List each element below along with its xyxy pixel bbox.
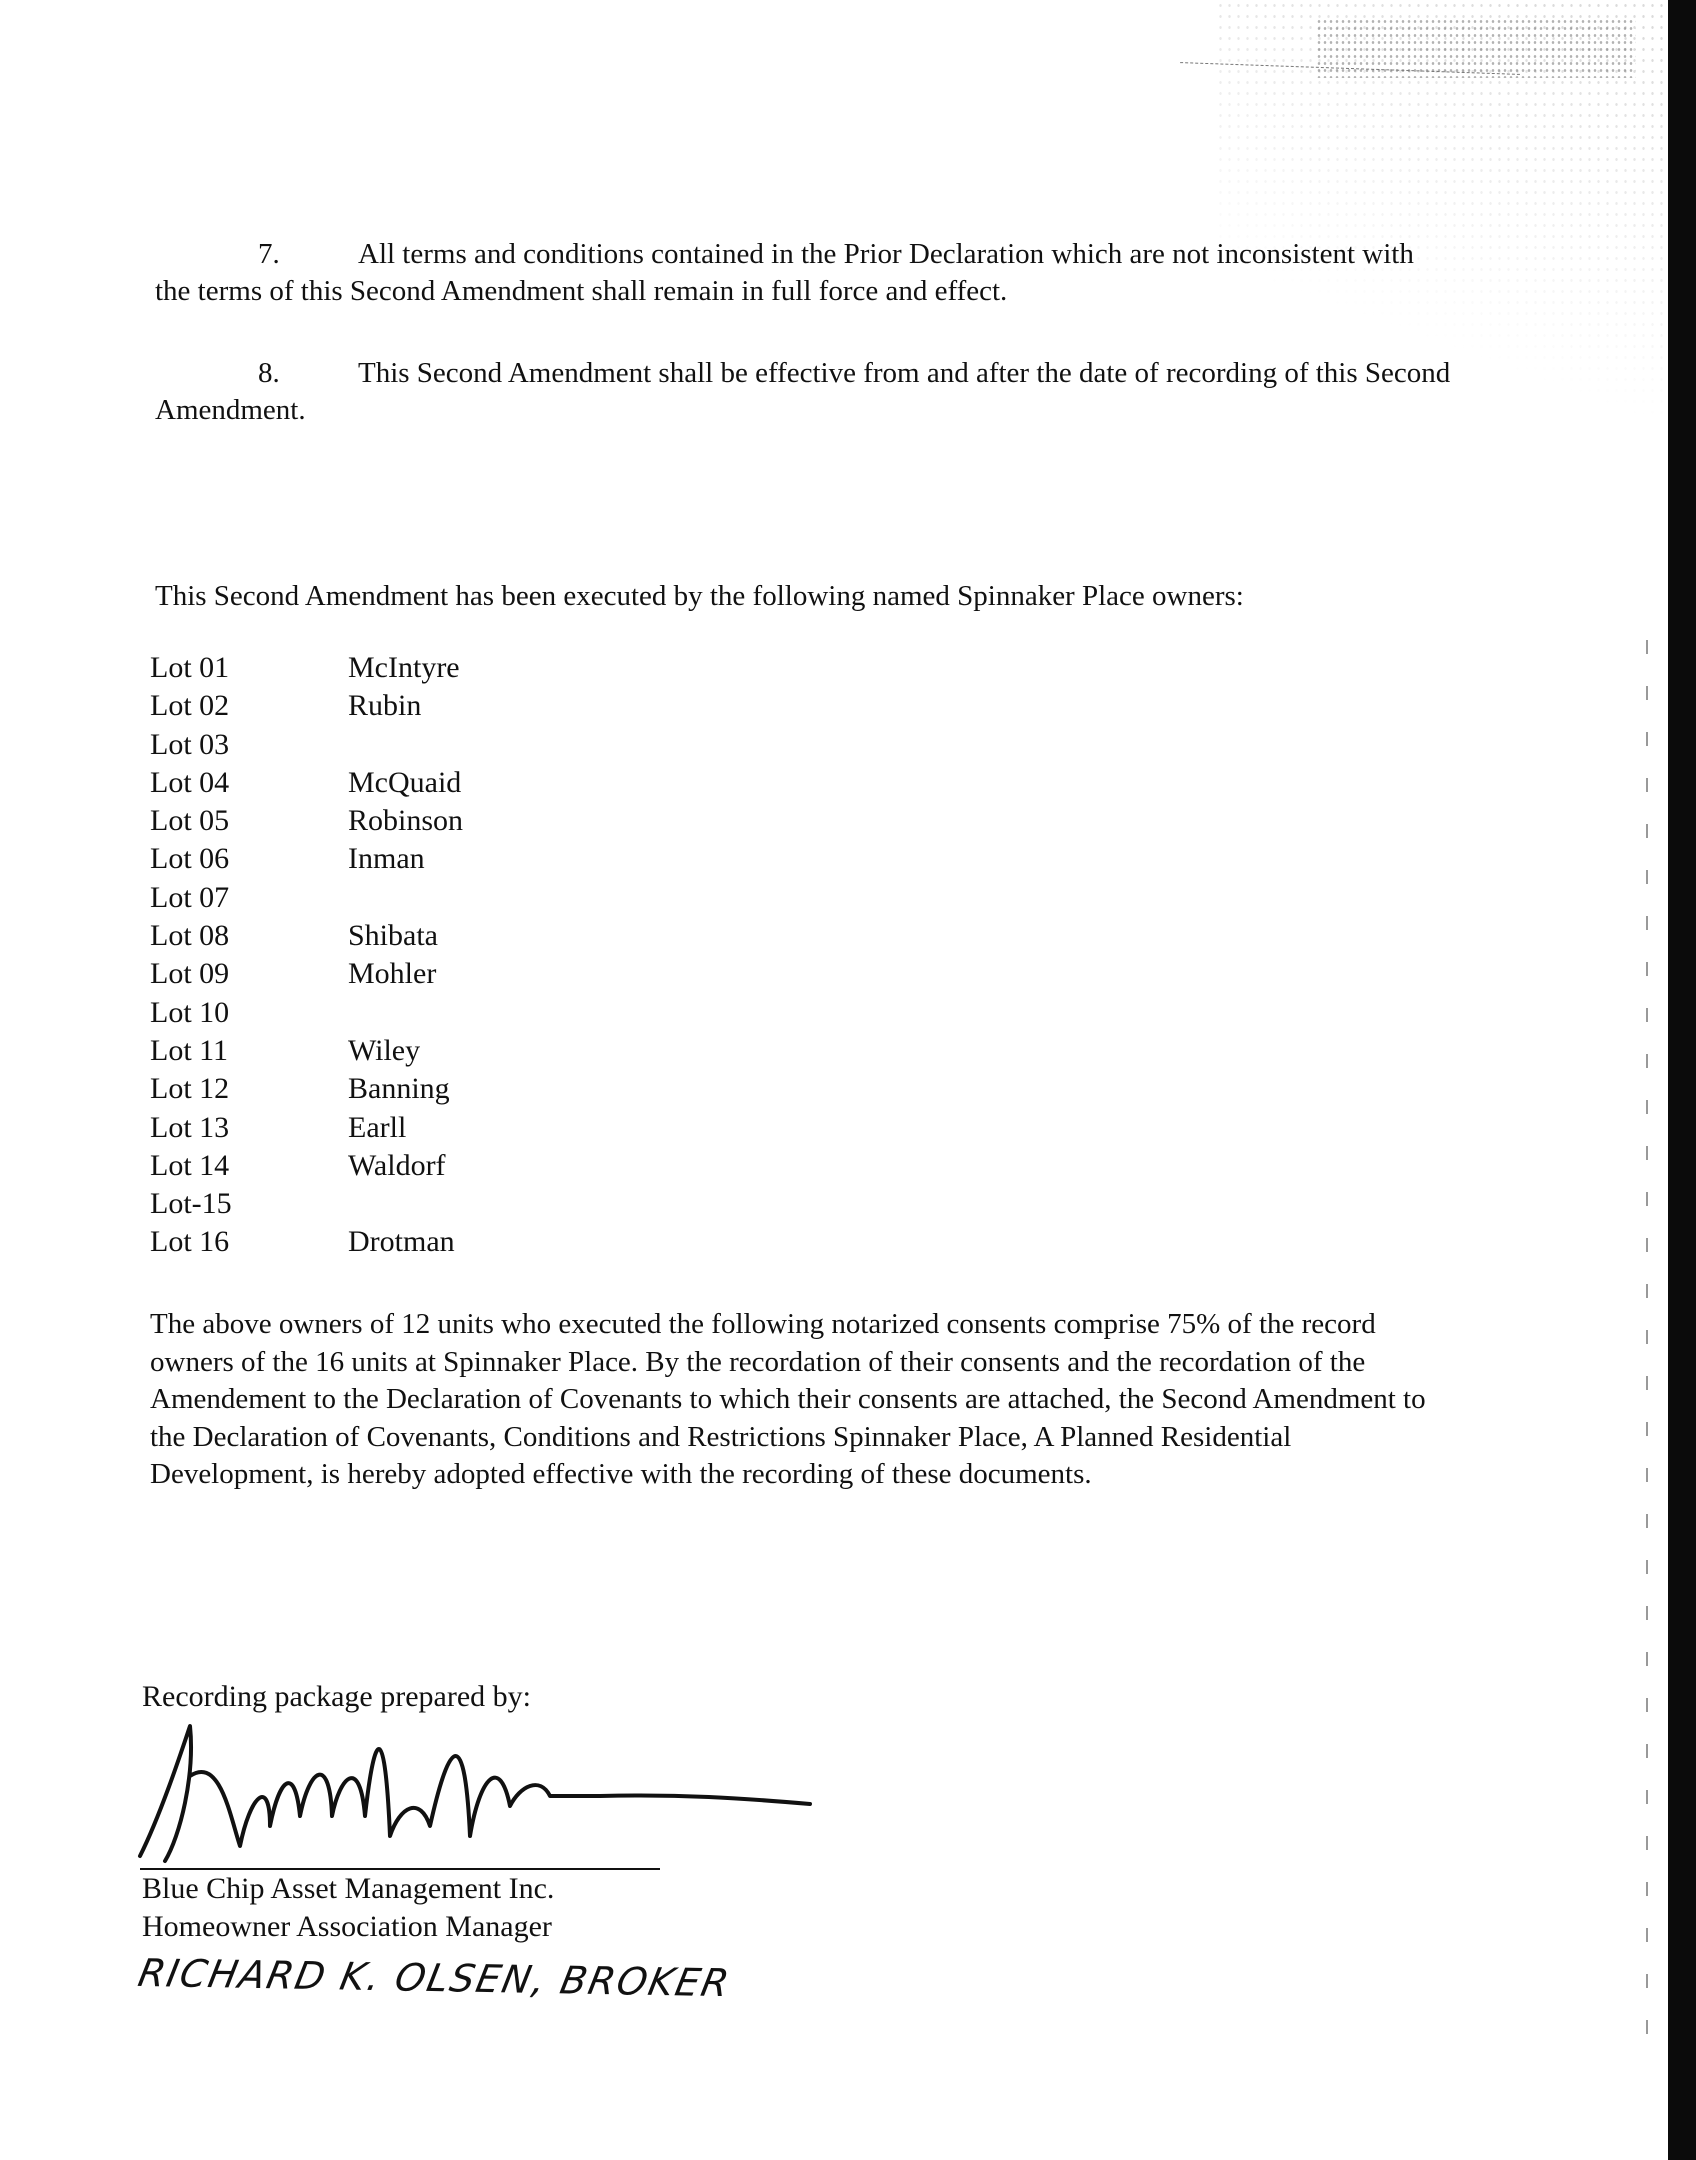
prepared-by-label: Recording package prepared by: <box>142 1680 531 1713</box>
lot-row <box>150 726 750 764</box>
lot-number: Lot-15 <box>150 1187 232 1221</box>
lot-owner: Waldorf <box>348 1148 446 1182</box>
paragraph-7-number: 7. <box>258 238 280 270</box>
lot-row <box>150 764 750 802</box>
lot-number: Lot 10 <box>150 995 230 1029</box>
lot-number: Lot 12 <box>150 1072 230 1106</box>
lot-row <box>150 687 750 725</box>
lot-number: Lot 14 <box>150 1148 230 1182</box>
lot-row <box>150 1147 750 1185</box>
lot-number: Lot 04 <box>150 765 230 799</box>
paragraph-7-text: All terms and conditions contained in the Prior Declaration which are not inconsistent with the terms of this Second Amendment shall remain in full force and effect. <box>155 238 1414 307</box>
lot-number: Lot 09 <box>150 957 230 991</box>
lot-number: Lot 11 <box>150 1033 229 1067</box>
company-role: Homeowner Association Manager <box>142 1910 552 1943</box>
lot-row <box>150 649 750 687</box>
lot-owner: Inman <box>348 842 425 876</box>
lot-owner: Mohler <box>348 957 437 991</box>
lot-row <box>150 802 750 840</box>
paragraph-8-text: This Second Amendment shall be effective from and after the date of recording of this Second Amendment. <box>155 357 1451 426</box>
scan-edge <box>1668 0 1696 2160</box>
lot-row <box>150 994 750 1032</box>
lot-number: Lot 01 <box>150 651 230 684</box>
lot-owner: Earll <box>348 1110 407 1144</box>
handwritten-name: RICHARD K. OLSEN, BROKER <box>134 1950 735 2006</box>
company-name: Blue Chip Asset Management Inc. <box>142 1872 555 1905</box>
lot-owner: McIntyre <box>348 651 460 684</box>
lot-number: Lot 16 <box>150 1225 230 1259</box>
lot-owner-list <box>150 649 750 1262</box>
lot-row <box>150 879 750 917</box>
lot-row <box>150 955 750 993</box>
lot-row <box>150 1109 750 1147</box>
lot-owner: Wiley <box>348 1033 421 1067</box>
lot-owner: Shibata <box>348 919 438 953</box>
lot-row <box>150 840 750 878</box>
lot-row <box>150 1070 750 1108</box>
paragraph-8-number: 8. <box>258 357 280 389</box>
owners-intro: This Second Amendment has been executed by the following named Spinnaker Place owners: <box>155 580 1244 612</box>
paragraph-7 <box>155 236 1455 310</box>
paragraph-8 <box>155 355 1455 429</box>
consent-summary: The above owners of 12 units who executed the following notarized consents comprise 75% of the record owners of the 16 units at Spinnaker Place. By the recordation of their consents and the recordation of the Amendement to the Declaration of Covenants to which their consents are attached, the Second Amendment to the Declaration of Covenants, Conditions and Restrictions Spinnaker Place, A Planned Residential Development, is hereby adopted effective with the recording of these documents. <box>150 1308 1426 1490</box>
lot-owner: McQuaid <box>348 765 462 799</box>
lot-row <box>150 1032 750 1070</box>
lot-owner: Drotman <box>348 1225 455 1259</box>
lot-number: Lot 05 <box>150 804 230 838</box>
lot-number: Lot 07 <box>150 880 230 914</box>
lot-owner: Rubin <box>348 689 422 723</box>
lot-row <box>150 917 750 955</box>
lot-number: Lot 02 <box>150 689 230 723</box>
lot-number: Lot 03 <box>150 727 230 761</box>
lot-row <box>150 1223 750 1261</box>
lot-number: Lot 06 <box>150 842 230 876</box>
scan-edge-marks <box>1646 640 1648 2040</box>
lot-owner: Banning <box>348 1072 450 1106</box>
lot-owner: Robinson <box>348 804 464 838</box>
signature <box>120 1716 840 1866</box>
lot-number: Lot 13 <box>150 1110 230 1144</box>
lot-row <box>150 1185 750 1223</box>
lot-number: Lot 08 <box>150 919 230 953</box>
